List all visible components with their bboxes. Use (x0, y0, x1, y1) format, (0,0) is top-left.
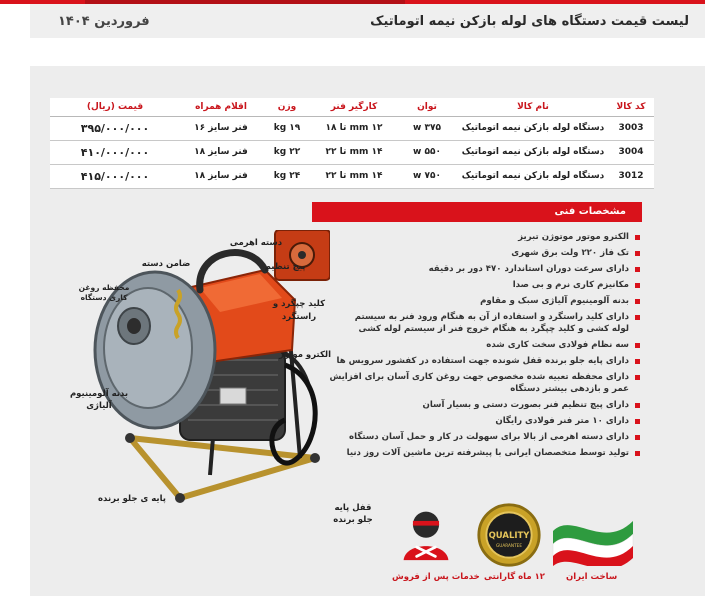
col-name: نام کالا (458, 98, 608, 116)
label-switch: کلید چپگرد و راستگرد (272, 299, 326, 322)
cell-power: ۳۷۵ w (396, 116, 458, 140)
cell-range: ۱۲ mm تا ۱۸ (312, 116, 396, 140)
badges-row (380, 500, 650, 590)
col-code: کد کالا (608, 98, 654, 116)
table-row (50, 116, 654, 140)
spec-item-continued: لوله کشی و کلید چپگرد به هنگام خروج فنر از سیستم لوله کشی (358, 324, 629, 334)
label-guarantor-handle: ضامن دسته (141, 259, 191, 269)
header-bar (30, 4, 705, 38)
front-leg-frame (130, 438, 315, 498)
specs-title: مشخصات فنی (312, 202, 642, 222)
spec-item: دارای محفظه تعبیه شده مخصوص جهت روغن کاری آسان برای افزایش (318, 372, 640, 383)
cell-price: ۴۱۵/۰۰۰/۰۰۰ (50, 164, 180, 188)
cell-accessories: فنر سایز ۱۸ (180, 164, 262, 188)
table-row (50, 140, 654, 164)
cell-weight: ۱۹ kg (262, 116, 312, 140)
after-sales-label: خدمات پس از فروش (392, 572, 480, 582)
spec-item: دارای پیچ تنظیم فنر بصورت دستی و بسیار آسان (318, 400, 640, 411)
col-price: قیمت (ریال) (50, 98, 180, 116)
table-row (50, 164, 654, 188)
cell-range: ۱۴ mm تا ۲۲ (312, 140, 396, 164)
spec-item-continued: عمر و بازدهی بیشتر دستگاه (510, 384, 629, 394)
page-title: لیست قیمت دستگاه های لوله بازکن نیمه اتوماتیک (370, 13, 689, 29)
cell-name: دستگاه لوله بازکن نیمه اتوماتیک (458, 164, 608, 188)
col-weight: وزن (262, 98, 312, 116)
cell-accessories: فنر سایز ۱۸ (180, 140, 262, 164)
spec-item: دارای کلید راستگرد و استفاده از آن به هنگام ورود فنر به سیستم (318, 312, 640, 323)
spec-item: دارای پایه جلو برنده قفل شونده جهت استفاده در کفشور سرویس ها (318, 356, 640, 367)
label-aluminum-body: بدنه آلومینیوم آلیاژی (69, 389, 129, 411)
label-front-leg: پایه ی جلو برنده (98, 494, 166, 504)
guarantee-seal-text: GUARANTEE (495, 543, 523, 549)
spec-item: الکترو موتور موتوژن تبریز (318, 232, 640, 243)
spec-item: تولید توسط متخصصان ایرانی با پیشرفته ترین ماشین آلات روز دنیا (318, 448, 640, 459)
cell-weight: ۲۲ kg (262, 140, 312, 164)
label-electric-motor: الکترو موتور (278, 350, 332, 360)
quality-seal-text: QUALITY (488, 529, 530, 540)
spec-item: دارای سرعت دوران استاندارد ۴۷۰ دور بر دقیقه (318, 264, 640, 275)
cell-power: ۷۵۰ w (396, 164, 458, 188)
label-oil-chamber: محفظه روغن کاری دستگاه (78, 283, 130, 302)
table-header-row (50, 98, 654, 116)
col-accessories: اقلام همراه (180, 98, 262, 116)
spec-item: سه نظام فولادی سخت کاری شده (318, 340, 640, 351)
col-range: کارگیر فنر (312, 98, 396, 116)
spec-item: بدنه آلومینیوم آلیاژی سبک و مقاوم (318, 296, 640, 307)
label-front-leg-lock: قفل پایه جلو برنده (333, 503, 373, 525)
cell-code: 3003 (608, 116, 654, 140)
cell-price: ۴۱۰/۰۰۰/۰۰۰ (50, 140, 180, 164)
spec-item: مکانیزم کاری نرم و بی صدا (318, 280, 640, 291)
price-date: فروردین ۱۴۰۴ (58, 13, 150, 29)
made-in-iran-label: ساخت ایران (566, 572, 618, 582)
price-table (50, 98, 654, 189)
cell-range: ۱۴ mm تا ۲۲ (312, 164, 396, 188)
spec-item: تک فاز ۲۲۰ ولت برق شهری (318, 248, 640, 259)
spec-item: دارای ۱۰ متر فنر فولادی رایگان (318, 416, 640, 427)
cell-code: 3012 (608, 164, 654, 188)
cell-power: ۵۵۰ w (396, 140, 458, 164)
after-sales-service-icon (398, 506, 454, 562)
cell-code: 3004 (608, 140, 654, 164)
cell-weight: ۲۴ kg (262, 164, 312, 188)
cell-accessories: فنر سایز ۱۶ (180, 116, 262, 140)
cell-name: دستگاه لوله بازکن نیمه اتوماتیک (458, 140, 608, 164)
label-adjust-screw: پیچ تنظیم (264, 262, 306, 272)
col-power: توان (396, 98, 458, 116)
quality-guarantee-seal-icon (476, 502, 542, 568)
spec-item: دارای دسته اهرمی از بالا برای سهولت در کار و حمل آسان دستگاه (318, 432, 640, 443)
cell-price: ۳۹۵/۰۰۰/۰۰۰ (50, 116, 180, 140)
specs-list (318, 232, 640, 464)
iran-flag-icon (548, 506, 638, 566)
label-lever-handle: دسته اهرمی (229, 238, 283, 248)
guarantee-label: ۱۲ ماه گارانتی (484, 572, 545, 582)
cell-name: دستگاه لوله بازکن نیمه اتوماتیک (458, 116, 608, 140)
